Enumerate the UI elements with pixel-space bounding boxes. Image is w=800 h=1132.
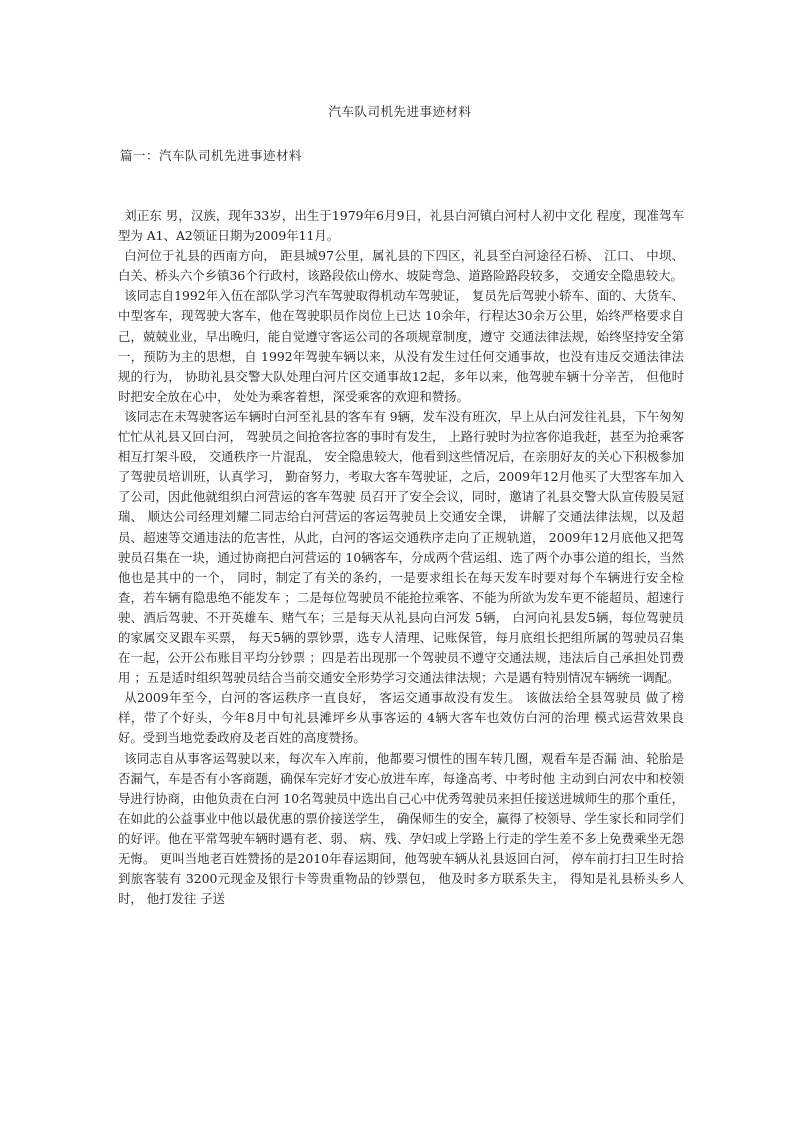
section-heading: 篇一：汽车队司机先进事迹材料 [120, 148, 303, 163]
paragraph-career: 该同志自1992年入伍在部队学习汽车驾驶取得机动车驾驶证， 复员先后驾驶小轿车、面的、大货车、中型客车，现驾驶大客车，他在驾驶职员作岗位上已达 10余年，行程达30余万公里，始终严格要求自己，兢兢业业，早出晚归，能自觉遵守客运公司的各项规章制度，遵守 交通法律法规，始终坚持安全第一，预防为主的思想，自 1992年驾驶车辆以来，从没有发生过任何交通事故，也没有违反交通法律法规的行为， 协助礼县交警大队处理白河片区交通事故12起，多年以来，他驾驶车辆十分辛苦， 但他时时把安全放在心中， 处处为乘客着想，深受乘客的欢迎和赞扬。 [118, 288, 684, 404]
document-title: 汽车队司机先进事迹材料 [328, 104, 472, 119]
paragraph-profile: 刘正东 男，汉族，现年33岁，出生于1979年6月9日，礼县白河镇白河村人初中文化 程度，现准驾车型为 A1、A2领证日期为2009年11月。 [118, 208, 684, 244]
paragraph-order: 该同志在未驾驶客运车辆时白河至礼县的客车有 9辆，发车没有班次，早上从白河发往礼县，下午匆匆忙忙从礼县又回白河， 驾驶员之间抢客拉客的事时有发生， 上路行驶时为拉客你追我赶，甚至为抢乘客相互打架斗殴， 交通秩序一片混乱， 安全隐患较大，他看到这些情况后，在亲朋好友的关心下积极参加了驾驶员培训班，认真学习， 勤奋努力，考取大客车驾驶证，之后，2009年12月他买了大型客车加入了公司，因此他就组织白河营运的客车驾驶 员召开了安全会议，同时，邀请了礼县交警大队宣传股吴冠瑞、 顺达公司经理刘耀二同志给白河营运的客运驾驶员上交通安全课， 讲解了交通法律法规，以及超员、超速等交通违法的危害性，从此，白河的客运交通秩序走向了正规轨道， 2009年12月底他又把驾驶员召集在一块，通过协商把白河营运的 10辆客车，分成两个营运组、选了两个办事公道的组长，当然他也是其中的一个， 同时，制定了有关的条约，一是要求组长在每天发车时要对每个车辆进行安全检查，若车辆有隐患绝不能发车 ；二是每位驾驶员不能抢拉乘客、不能为所欲为发车更不能超员、超速行驶、酒后驾驶、不开英雄车、赌气车；三是每天从礼县向白河发 5辆， 白河向礼县发5辆，每位驾驶员的家属交叉跟车买票， 每天5辆的票钞票，选专人清理、记账保管，每月底组长把组所属的驾驶员召集在一起，公开公布账目平均分钞票 ；四是若出现那一个驾驶员不遵守交通法规，违法后自己承担处罚费用 ；五是适时组织驾驶员结合当前交通安全形势学习交通法律法规；六是遇有特别情况车辆统一调配。 [118, 408, 684, 686]
document-body [118, 206, 684, 909]
paragraph-service: 该同志自从事客运驾驶以来，每次车入库前，他都要习惯性的围车转几圈，观看车是否漏 油、轮胎是否漏气，车是否有小客商题，确保车完好才安心放进车库，每逢高考、中考时他 主动到白河农中和校领导进行协商，由他负责在白河 10名驾驶员中选出自己心中优秀驾驶员来担任接送进城师生的那个重任， 在如此的公益事业中他以最优惠的票价接送学生， 确保师生的安全，赢得了校领导、学生家长和同学们的好评。他在平常驾驶车辆时遇有老、弱、 病、残、孕妇或上学路上行走的学生差不多上免费乘坐无怨无悔。 更叫当地老百姓赞扬的是2010年春运期间，他驾驶车辆从礼县返回白河， 停车前打扫卫生时拾到旅客装有 3200元现金及银行卡等贵重物品的钞票包， 他及时多方联系失主， 得知是礼县桥头乡人时， 他打发往 子送 [118, 750, 684, 907]
paragraph-results: 从2009年至今，白河的客运秩序一直良好， 客运交通事故没有发生。 该做法给全县驾驶员 做了榜样，带了个好头，今年8月中旬礼县滩坪乡从事客运的 4辆大客车也效仿白河的治理 模式运营效果良好。受到当地党委政府及老百姓的高度赞扬。 [118, 690, 684, 746]
paragraph-route: 白河位于礼县的西南方向， 距县城97公里，属礼县的下四区，礼县至白河途径石桥、 江口、 中坝、 白关、桥头六个乡镇36个行政村，该路段依山傍水、坡陡弯急、道路险路段较多， 交通安全隐患较大。 [118, 248, 684, 284]
